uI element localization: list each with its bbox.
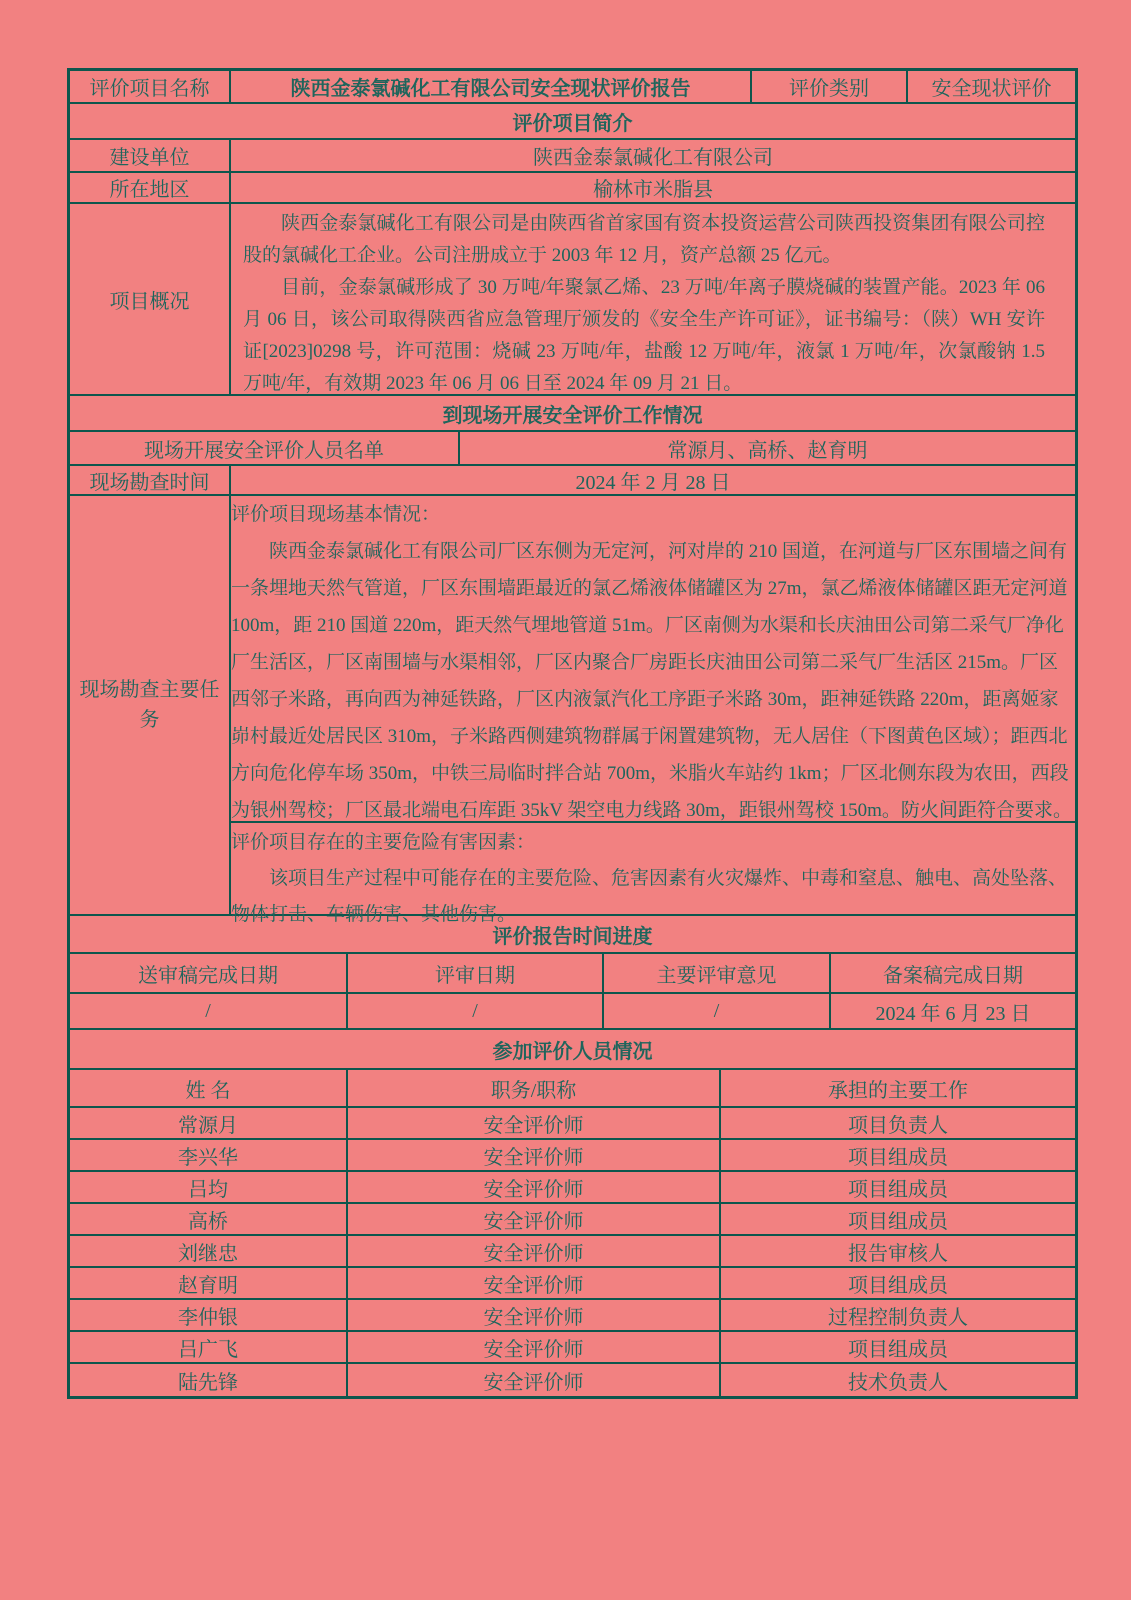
table-row	[70, 954, 1075, 994]
participant-role: 项目负责人	[848, 1114, 948, 1137]
table-row	[70, 432, 1075, 466]
section-title-site: 到现场开展安全评价工作情况	[442, 404, 703, 427]
table-row	[70, 71, 1075, 104]
participant-title: 安全评价师	[348, 1204, 721, 1234]
participant-name: 刘继忠	[70, 1236, 348, 1266]
table-row	[70, 916, 1075, 954]
site-conditions-body: 陕西金泰氯碱化工有限公司厂区东侧为无定河，河对岸的 210 国道，在河道与厂区东围墙之间有一条埋地天然气管道，厂区东围墙距最近的氯乙烯液体储罐区为 27m，氯乙烯液体储罐区距无定河道 100m，距 210 国道 220m，距天然气埋地管道 51m。厂区南侧为水渠和长庆油田公司第二采气厂净化厂生活区，厂区南围墙与水渠相邻，厂区内聚合厂房距长庆油田公司第二采气厂生活区 215m。厂区西邻子米路，再向西为神延铁路，厂区内液氯汽化工序距子米路 30m，距神延铁路 220m，距离姬家峁村最近处居民区 310m，子米路西侧建筑物群属于闲置建筑物，无人居住（下图黄色区域）；距西北方向危化停车场 350m，中铁三局临时拌合站 700m，米脂火车站约 1km；厂区北侧东段为农田，西段为银州驾校；厂区最北端电石库距 35kV 架空电力线路 30m，距银州驾校 150m。防火间距符合要求。	[231, 541, 1072, 821]
overview-paragraph-2: 目前，金泰氯碱形成了 30 万吨/年聚氯乙烯、23 万吨/年离子膜烧碱的装置产能。2023 年 06 月 06 日，该公司取得陕西省应急管理厅颁发的《安全生产许可证》，证书编号：（陕）WH 安许证[2023]0298 号，许可范围：烧碱 23 万吨/年，盐酸 12 万吨/年，液氯 1 万吨/年，次氯酸钠 1.5 万吨/年，有效期 2023 年 06 月 06 日至 2024 年 09 月 21 日。	[243, 277, 1045, 394]
category-value: 安全现状评价	[931, 78, 1052, 100]
table-row	[70, 396, 1075, 432]
report-title: 陕西金泰氯碱化工有限公司安全现状评价报告	[231, 71, 752, 102]
participant-name: 吕广飞	[70, 1332, 348, 1362]
participant-role: 过程控制负责人	[828, 1306, 968, 1329]
category-label: 评价类别	[752, 71, 908, 102]
schedule-value-review-date: /	[348, 994, 604, 1028]
overview-cell	[231, 204, 1075, 394]
participant-title: 安全评价师	[348, 1140, 721, 1170]
evaluation-report-table	[67, 68, 1078, 1399]
site-conditions-heading: 评价项目现场基本情况：	[231, 504, 441, 525]
participant-role: 项目组成员	[848, 1146, 948, 1169]
participant-title: 安全评价师	[348, 1364, 721, 1396]
section-title-participants: 参加评价人员情况	[492, 1040, 653, 1063]
region-value: 榆林市米脂县	[593, 179, 713, 201]
schedule-header-final: 备案稿完成日期	[883, 964, 1023, 987]
table-row	[70, 1030, 1075, 1070]
participant-role: 技术负责人	[848, 1371, 948, 1394]
builder-label: 建设单位	[70, 140, 231, 171]
table-row	[70, 104, 1075, 140]
participant-title: 安全评价师	[348, 1332, 721, 1362]
table-row	[70, 1364, 1075, 1396]
participant-name: 高桥	[70, 1204, 348, 1234]
builder-value: 陕西金泰氯碱化工有限公司	[533, 147, 773, 169]
participants-header-role: 承担的主要工作	[828, 1079, 968, 1102]
table-row	[70, 1140, 1075, 1172]
section-title-schedule: 评价报告时间进度	[492, 925, 653, 948]
staff-list-label: 现场开展安全评价人员名单	[70, 432, 460, 464]
survey-time-label: 现场勘查时间	[70, 466, 231, 494]
table-row	[70, 1108, 1075, 1140]
table-row	[70, 1070, 1075, 1108]
section-title-intro: 评价项目简介	[512, 112, 633, 135]
participant-name: 吕均	[70, 1172, 348, 1202]
hazards-cell	[231, 823, 1075, 925]
staff-list-value: 常源月、高桥、赵育明	[667, 439, 868, 462]
site-conditions-cell	[231, 496, 1075, 823]
participant-role: 项目组成员	[848, 1210, 948, 1233]
participant-name: 陆先锋	[70, 1364, 348, 1396]
participant-role: 报告审核人	[848, 1242, 948, 1265]
project-name-label: 评价项目名称	[70, 71, 231, 102]
participant-title: 安全评价师	[348, 1268, 721, 1298]
table-row	[70, 466, 1075, 496]
table-row	[70, 140, 1075, 173]
table-row	[70, 1300, 1075, 1332]
participant-name: 赵育明	[70, 1268, 348, 1298]
tasks-cell	[231, 496, 1075, 925]
overview-paragraph-1: 陕西金泰氯碱化工有限公司是由陕西省首家国有资本投资运营公司陕西投资集团有限公司控股的氯碱化工企业。公司注册成立于 2003 年 12 月，资产总额 25 亿元。	[243, 213, 1045, 266]
table-row	[70, 204, 1075, 396]
table-row	[70, 1268, 1075, 1300]
table-row	[70, 1204, 1075, 1236]
table-row	[70, 173, 1075, 204]
participant-role: 项目组成员	[848, 1178, 948, 1201]
table-row	[70, 1172, 1075, 1204]
participant-role: 项目组成员	[848, 1338, 948, 1361]
schedule-header-review-opinion: 主要评审意见	[604, 954, 831, 992]
participant-title: 安全评价师	[348, 1108, 721, 1138]
participant-name: 李仲银	[70, 1300, 348, 1330]
participant-title: 安全评价师	[348, 1236, 721, 1266]
participant-name: 常源月	[70, 1108, 348, 1138]
schedule-value-final: 2024 年 6 月 23 日	[875, 1002, 1031, 1025]
schedule-value-review-opinion: /	[604, 994, 831, 1028]
table-row	[70, 1236, 1075, 1268]
hazards-heading: 评价项目存在的主要危险有害因素：	[231, 832, 536, 853]
participant-role: 项目组成员	[848, 1274, 948, 1297]
overview-label: 项目概况	[70, 204, 231, 394]
table-row	[70, 1332, 1075, 1364]
schedule-header-draft: 送审稿完成日期	[70, 954, 348, 992]
participant-title: 安全评价师	[348, 1300, 721, 1330]
hazards-body: 该项目生产过程中可能存在的主要危险、危害因素有火灾爆炸、中毒和窒息、触电、高处坠落、物体打击、车辆伤害、其他伤害。	[231, 868, 1068, 925]
tasks-label: 现场勘查主要任务	[70, 496, 231, 914]
participants-header-title: 职务/职称	[348, 1070, 721, 1106]
schedule-value-draft: /	[70, 994, 348, 1028]
table-row	[70, 994, 1075, 1030]
schedule-header-review-date: 评审日期	[348, 954, 604, 992]
participants-header-name: 姓 名	[70, 1070, 348, 1106]
participant-name: 李兴华	[70, 1140, 348, 1170]
participant-title: 安全评价师	[348, 1172, 721, 1202]
survey-time-value: 2024 年 2 月 28 日	[575, 471, 731, 494]
table-row	[70, 496, 1075, 925]
region-label: 所在地区	[70, 173, 231, 202]
